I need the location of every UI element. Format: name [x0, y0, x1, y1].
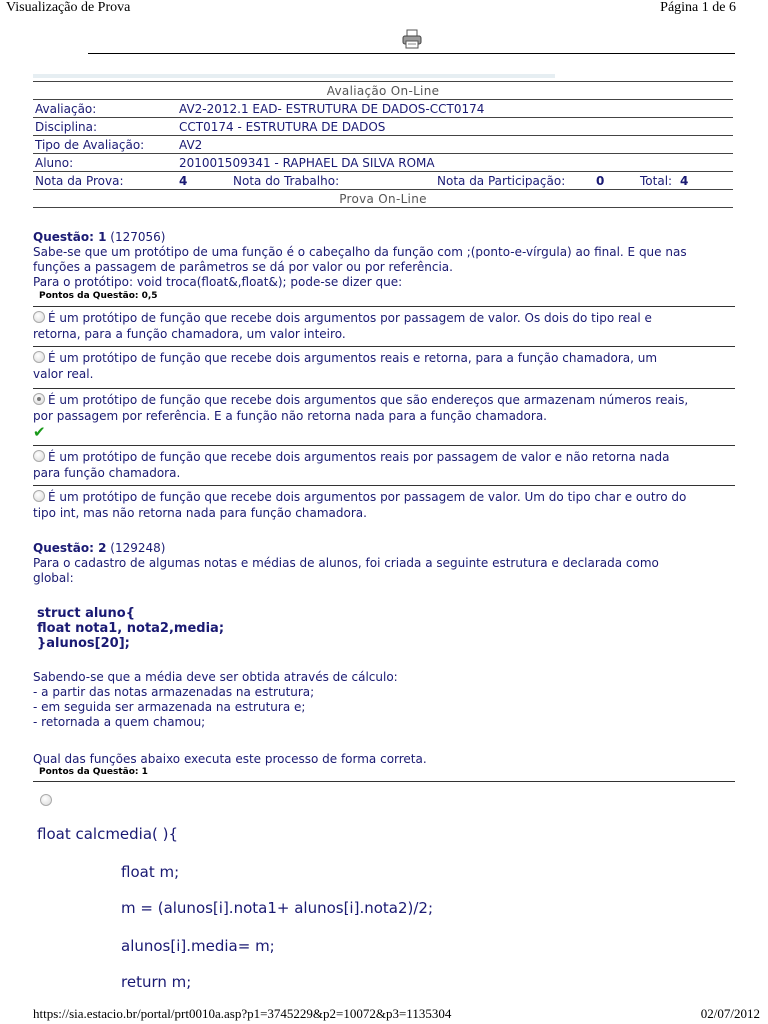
- option-text: É um protótipo de função que recebe dois argumentos por passagem de valor. Os dois do tipo real e: [48, 311, 652, 325]
- question-1: [33, 230, 735, 304]
- question-points: Pontos da Questão: 0,5: [39, 291, 158, 301]
- exam-info-table: [33, 81, 733, 208]
- page-header-title: Visualização de Prova: [6, 0, 131, 15]
- question-text: Qual das funções abaixo executa este processo de forma correta.: [33, 752, 427, 766]
- page-url: https://sia.estacio.br/portal/prt0010a.asp?p1=3745229&p2=10072&p3=1135304: [33, 1006, 452, 1021]
- grade-participacao-label: Nota da Participação:: [435, 172, 594, 190]
- page-number: Página 1 de 6: [660, 0, 736, 15]
- option-text: É um protótipo de função que recebe dois argumentos reais e retorna, para a função chamadora, um: [48, 351, 658, 365]
- answer-option[interactable]: [33, 445, 735, 481]
- question-text: - retornada a quem chamou;: [33, 715, 206, 729]
- code-line: }alunos[20];: [37, 636, 130, 651]
- question-text: Para o cadastro de algumas notas e médias de alunos, foi criada a seguinte estrutura e declarada como: [33, 556, 659, 570]
- question-2: [33, 541, 735, 586]
- question-text: - a partir das notas armazenadas na estrutura;: [33, 685, 315, 699]
- radio-button[interactable]: [33, 450, 45, 462]
- code-line: struct aluno{: [37, 606, 135, 621]
- radio-button-selected[interactable]: [33, 393, 45, 405]
- code-line: m = (alunos[i].nota1+ alunos[i].nota2)/2;: [121, 899, 434, 917]
- info-label: Tipo de Avaliação:: [33, 136, 177, 154]
- info-label: Disciplina:: [33, 118, 177, 136]
- option-text: retorna, para a função chamadora, um valor inteiro.: [33, 327, 346, 341]
- answer-option[interactable]: [33, 485, 735, 521]
- code-block: [37, 606, 224, 651]
- code-line: float calcmedia( ){: [37, 825, 179, 843]
- page-date: 02/07/2012: [700, 1006, 760, 1021]
- grade-total-value: 4: [678, 172, 733, 190]
- code-line: float nota1, nota2,media;: [37, 621, 225, 636]
- question-text: global:: [33, 571, 74, 585]
- info-table-footer-title: Prova On-Line: [33, 190, 733, 208]
- question-text: funções a passagem de parâmetros se dá por valor ou por referência.: [33, 260, 453, 274]
- correct-check-icon: ✔: [33, 423, 46, 441]
- option-text: por passagem por referência. E a função não retorna nada para a função chamadora.: [33, 409, 547, 423]
- grade-total-label: Total:: [638, 172, 678, 190]
- code-line: return m;: [121, 973, 192, 991]
- question-id: (129248): [110, 541, 166, 555]
- radio-button[interactable]: [33, 351, 45, 363]
- option-text: para função chamadora.: [33, 466, 181, 480]
- code-line: alunos[i].media= m;: [121, 937, 275, 955]
- radio-button[interactable]: [33, 311, 45, 323]
- printer-icon[interactable]: [401, 28, 423, 50]
- question-2-prompt: [33, 752, 735, 780]
- question-id: (127056): [110, 230, 166, 244]
- info-value: AV2-2012.1 EAD- ESTRUTURA DE DADOS-CCT0174: [177, 100, 733, 118]
- info-value: AV2: [177, 136, 733, 154]
- option-text: É um protótipo de função que recebe dois argumentos por passagem de valor. Um do tipo char e outro do: [48, 490, 687, 504]
- question-2-instructions: [33, 670, 735, 730]
- info-label: Avaliação:: [33, 100, 177, 118]
- question-text: - em seguida ser armazenada na estrutura e;: [33, 700, 306, 714]
- code-line: float m;: [121, 863, 180, 881]
- info-label: Aluno:: [33, 154, 177, 172]
- question-text: Sabe-se que um protótipo de uma função é o cabeçalho da função com ;(ponto-e-vírgula) ao final. E que nas: [33, 245, 687, 259]
- answer-option[interactable]: [33, 346, 735, 382]
- radio-button[interactable]: [33, 490, 45, 502]
- option-text: tipo int, mas não retorna nada para função chamadora.: [33, 506, 367, 520]
- info-value: 201001509341 - RAPHAEL DA SILVA ROMA: [177, 154, 733, 172]
- info-value: CCT0174 - ESTRUTURA DE DADOS: [177, 118, 733, 136]
- question-points: Pontos da Questão: 1: [39, 767, 148, 777]
- grade-prova-value: 4: [177, 172, 231, 190]
- info-table-title: Avaliação On-Line: [33, 82, 733, 100]
- option-text: valor real.: [33, 367, 94, 381]
- option-text: É um protótipo de função que recebe dois argumentos que são endereços que armazenam números reais,: [48, 393, 689, 407]
- question-label: Questão: 2: [33, 541, 107, 555]
- question-text: Sabendo-se que a média deve ser obtida através de cálculo:: [33, 670, 398, 684]
- question-text: Para o protótipo: void troca(float&,float&); pode-se dizer que:: [33, 275, 403, 289]
- header-divider: [88, 53, 735, 54]
- option-text: É um protótipo de função que recebe dois argumentos reais por passagem de valor e não retorna nada: [48, 450, 670, 464]
- answer-option[interactable]: [33, 306, 735, 342]
- grade-participacao-value: 0: [594, 172, 638, 190]
- question-label: Questão: 1: [33, 230, 107, 244]
- option-divider: [33, 781, 735, 782]
- radio-button[interactable]: [40, 794, 52, 806]
- grade-trabalho-label: Nota do Trabalho:: [231, 172, 435, 190]
- answer-option-selected[interactable]: [33, 388, 735, 441]
- grade-prova-label: Nota da Prova:: [33, 172, 177, 190]
- decor-strip: [33, 74, 555, 78]
